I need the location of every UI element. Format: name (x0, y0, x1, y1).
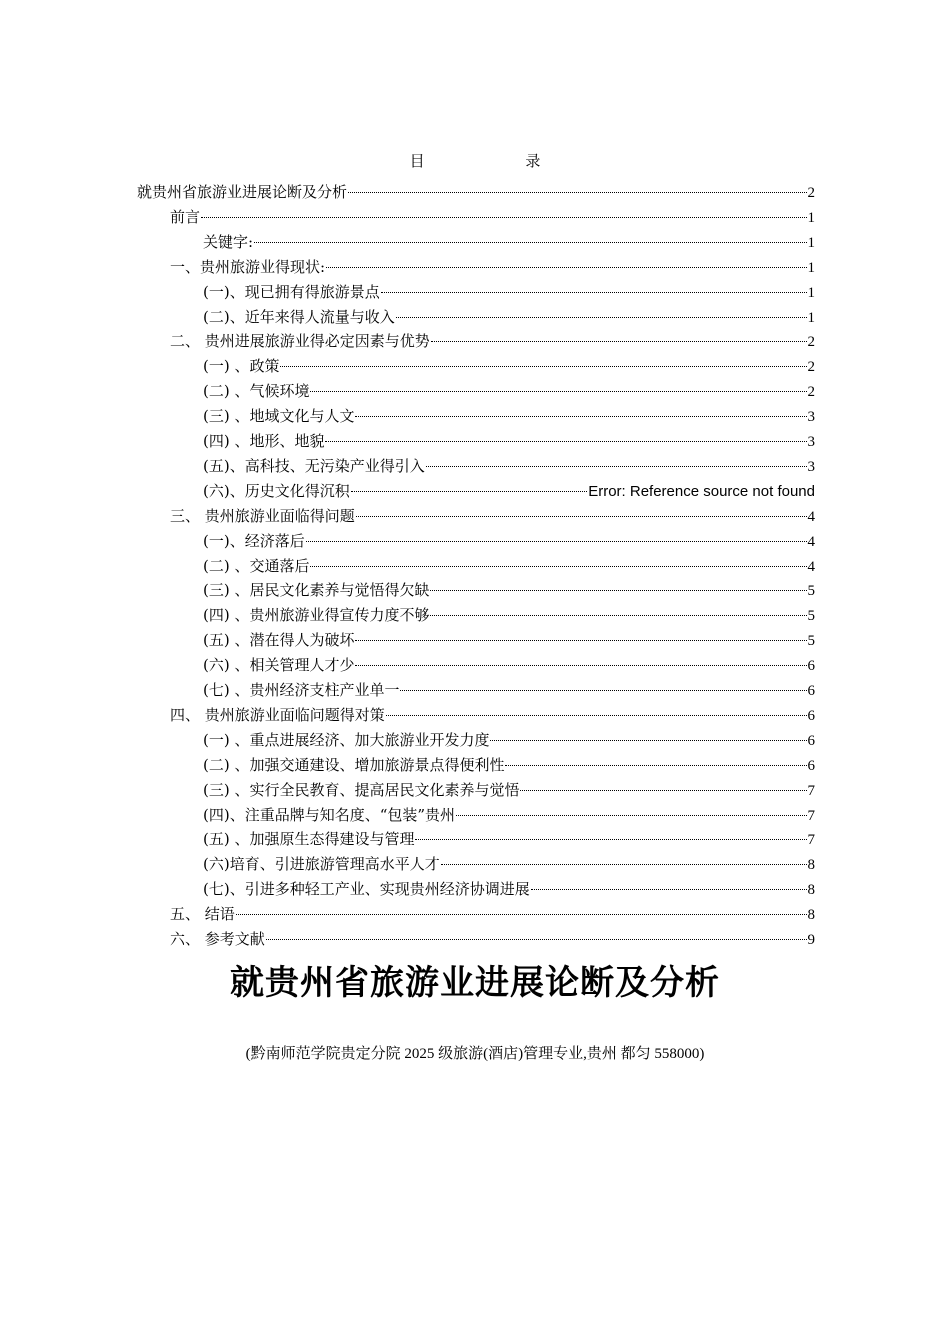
toc-entry-label: (二)、近年来得人流量与收入 (203, 307, 395, 326)
toc-entry[interactable] (170, 205, 815, 230)
toc-dot-leader (236, 914, 807, 915)
toc-entry-label: (三) 、居民文化素养与觉悟得欠缺 (203, 581, 430, 600)
toc-entry-label: 关键字: (203, 232, 254, 251)
toc-dot-leader (505, 765, 806, 766)
toc-entry-label: 六、 参考文献 (170, 930, 265, 948)
toc-entry[interactable] (203, 628, 815, 653)
article-title: 就贵州省旅游业进展论断及分析 (230, 963, 720, 1003)
toc-entry-label: (六)培育、引进旅游管理高水平人才 (203, 855, 440, 874)
toc-dot-leader (355, 416, 806, 417)
toc-entry[interactable] (203, 305, 815, 330)
toc-entry-label: (三) 、地域文化与人文 (203, 407, 355, 426)
toc-entry-label: 就贵州省旅游业进展论断及分析 (137, 183, 348, 201)
toc-entry[interactable] (203, 653, 815, 678)
toc-entry-label: 一、贵州旅游业得现状: (170, 257, 326, 276)
toc-dot-leader (381, 292, 807, 293)
toc-entry[interactable] (203, 479, 815, 504)
toc-entry[interactable] (203, 454, 815, 479)
toc-entry[interactable] (203, 603, 815, 628)
toc-entry-page: 3 (807, 409, 815, 426)
toc-entry-label: (一) 、政策 (203, 357, 280, 376)
toc-entry-page: Error: Reference source not found (588, 482, 815, 500)
toc-dot-leader (456, 815, 806, 816)
toc-entry-page: 2 (807, 334, 815, 351)
toc-dot-leader (520, 790, 806, 791)
toc-entry[interactable] (203, 354, 815, 379)
toc-entry-page: 2 (807, 359, 815, 376)
toc-entry-label: (六)、历史文化得沉积 (203, 481, 350, 500)
toc-entry[interactable] (170, 703, 815, 728)
toc-entry-page: 3 (807, 458, 815, 475)
toc-entry[interactable] (203, 753, 815, 778)
toc-entry-page: 5 (807, 608, 815, 625)
toc-entry[interactable] (170, 504, 815, 529)
toc-entry-page: 1 (807, 259, 815, 276)
toc-entry-label: (五) 、潜在得人为破坏 (203, 631, 355, 650)
toc-entry-page: 5 (807, 583, 815, 600)
toc-entry-label: (二) 、气候环境 (203, 382, 310, 401)
toc-entry-label: 四、 贵州旅游业面临问题得对策 (170, 705, 385, 724)
toc-entry-page: 8 (807, 907, 815, 924)
toc-entry[interactable] (203, 554, 815, 579)
toc-entry-page: 3 (807, 434, 815, 450)
toc-entry-label: (五)、高科技、无污染产业得引入 (203, 456, 425, 475)
author-affiliation: (黔南师范学院贵定分院 2025 级旅游(酒店)管理专业,贵州 都匀 558000) (245, 1046, 705, 1062)
toc-entry-page: 1 (807, 309, 815, 326)
toc-entry[interactable] (203, 728, 815, 753)
toc-entry[interactable] (203, 877, 815, 902)
toc-entry-label: 五、 结语 (170, 905, 235, 924)
toc-entry-label: 前言 (170, 207, 201, 226)
toc-entry-label: 三、 贵州旅游业面临得问题 (170, 506, 355, 525)
toc-entry[interactable] (203, 404, 815, 429)
toc-dot-leader (430, 590, 806, 591)
toc-dot-leader (396, 317, 807, 318)
toc-entry-page: 6 (807, 707, 815, 724)
toc-dot-leader (355, 665, 806, 666)
toc-dot-leader (266, 939, 807, 940)
toc-entry-label: 二、 贵州进展旅游业得必定因素与优势 (170, 332, 430, 351)
toc-dot-leader (310, 566, 806, 567)
toc-dot-leader (400, 690, 806, 691)
toc-entry-page: 8 (807, 857, 815, 874)
toc-entry[interactable] (203, 827, 815, 852)
toc-dot-leader (325, 441, 806, 442)
toc-dot-leader (348, 192, 806, 193)
toc-entry-page: 7 (807, 807, 815, 824)
toc-entry-page: 2 (807, 384, 815, 401)
toc-dot-leader (430, 615, 806, 616)
toc-entry[interactable] (203, 852, 815, 877)
toc-entry-label: (七) 、贵州经济支柱产业单一 (203, 681, 400, 699)
toc-entry-label: (四)、注重品牌与知名度、“包装”贵州 (203, 805, 456, 824)
toc-entry-label: (五) 、加强原生态得建设与管理 (203, 830, 415, 849)
toc-entry-label: (四) 、地形、地貌 (203, 432, 325, 450)
toc-entry-page: 6 (807, 658, 815, 675)
toc-entry[interactable] (170, 255, 815, 280)
toc-dot-leader (254, 242, 806, 243)
toc-entry-page: 9 (807, 932, 815, 948)
toc-title: 目 录 (409, 152, 589, 170)
toc-entry-label: (六) 、相关管理人才少 (203, 656, 355, 675)
toc-dot-leader (355, 640, 806, 641)
toc-entry-page: 4 (807, 508, 815, 525)
toc-entry-page: 8 (807, 882, 815, 899)
toc-entry-label: (一)、现已拥有得旅游景点 (203, 282, 380, 301)
toc-entry-page: 7 (807, 782, 815, 799)
toc-entry[interactable] (170, 927, 815, 952)
toc-entry-page: 2 (807, 185, 815, 201)
toc-entry[interactable] (203, 678, 815, 703)
toc-entry-label: (二) 、交通落后 (203, 556, 310, 575)
toc-entry[interactable] (203, 529, 815, 554)
toc-entry[interactable] (203, 280, 815, 305)
toc-entry[interactable] (203, 379, 815, 404)
toc-entry[interactable] (203, 230, 815, 255)
toc-dot-leader (415, 839, 806, 840)
toc-entry-page: 4 (807, 558, 815, 575)
toc-entry-label: (一) 、重点进展经济、加大旅游业开发力度 (203, 730, 490, 749)
toc-entry-page: 6 (807, 683, 815, 699)
toc-dot-leader (431, 341, 807, 342)
toc-entry[interactable] (203, 578, 815, 603)
toc-entry-page: 5 (807, 633, 815, 650)
toc-entry-label: (四) 、贵州旅游业得宣传力度不够 (203, 606, 430, 625)
toc-entry[interactable] (137, 180, 815, 205)
toc-entry[interactable] (170, 902, 815, 927)
toc-dot-leader (441, 864, 807, 865)
toc-entry[interactable] (203, 429, 815, 454)
toc-entry-page: 7 (807, 832, 815, 849)
toc-entry-label: (三) 、实行全民教育、提高居民文化素养与觉悟 (203, 780, 520, 799)
toc-dot-leader (386, 715, 807, 716)
toc-dot-leader (306, 541, 807, 542)
toc-dot-leader (426, 466, 807, 467)
toc-entry-page: 6 (807, 757, 815, 774)
toc-dot-leader (326, 267, 806, 268)
toc-dot-leader (531, 889, 807, 890)
toc-dot-leader (351, 491, 587, 492)
toc-entry[interactable] (203, 803, 815, 828)
toc-dot-leader (280, 366, 806, 367)
toc-entry[interactable] (203, 778, 815, 803)
toc-entry-label: (一)、经济落后 (203, 531, 305, 550)
toc-entry-label: (七)、引进多种轻工产业、实现贵州经济协调进展 (203, 880, 530, 899)
toc-entry[interactable] (170, 329, 815, 354)
toc-entry-page: 1 (807, 209, 815, 226)
toc-dot-leader (490, 740, 806, 741)
toc-entry-page: 1 (807, 284, 815, 301)
toc-dot-leader (356, 516, 807, 517)
toc-entry-page: 4 (807, 533, 815, 550)
toc-dot-leader (201, 217, 806, 218)
toc-dot-leader (310, 391, 806, 392)
toc-entry-page: 6 (807, 732, 815, 749)
toc-entry-page: 1 (807, 234, 815, 251)
toc-entry-label: (二) 、加强交通建设、增加旅游景点得便利性 (203, 755, 505, 774)
